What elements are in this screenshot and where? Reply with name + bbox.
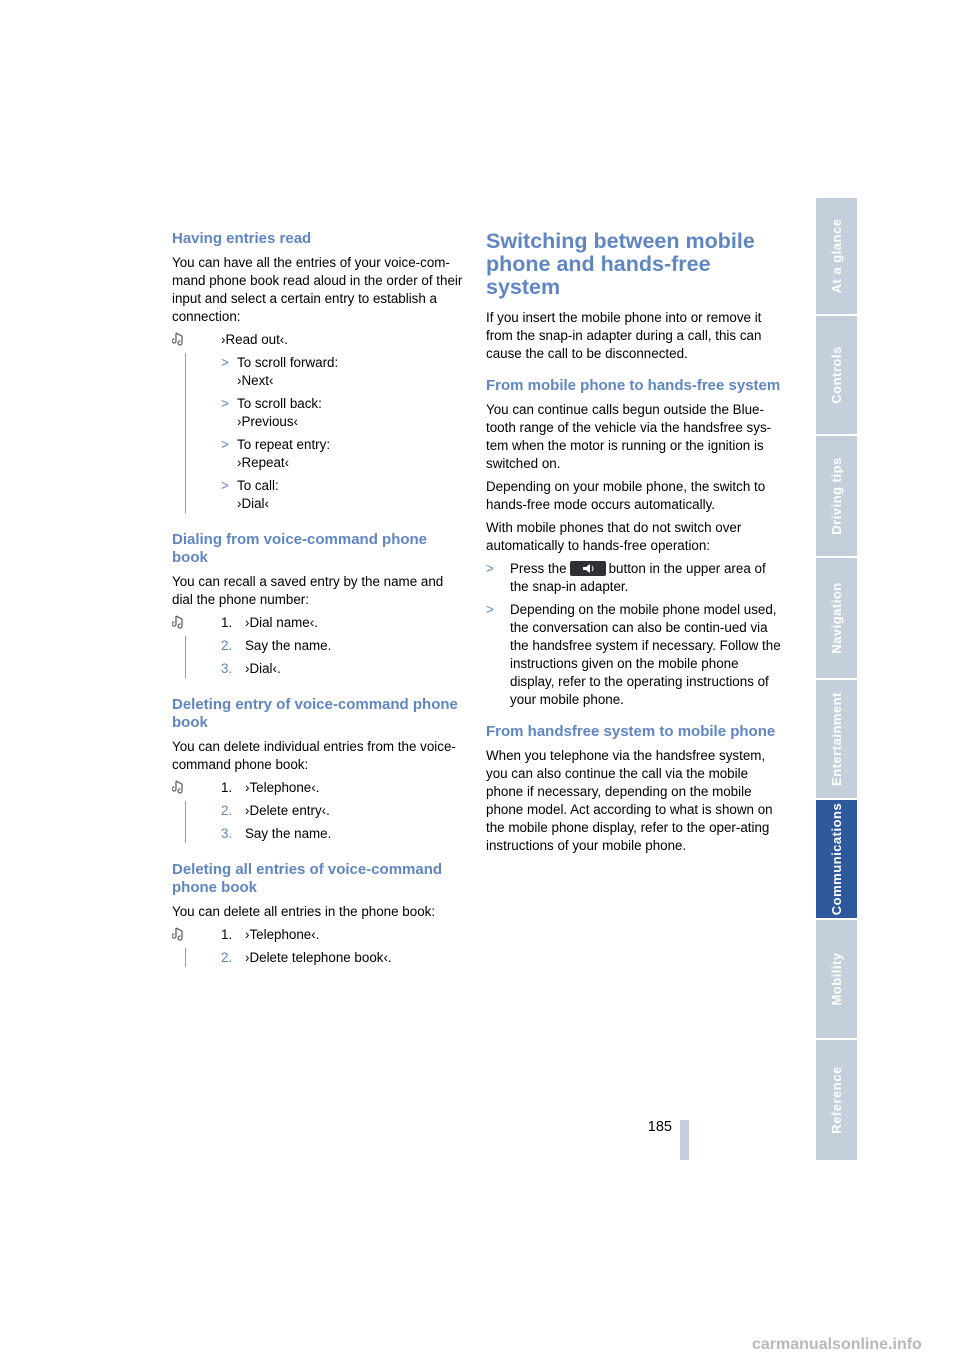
list-item bbox=[221, 477, 464, 513]
right-column bbox=[486, 230, 782, 860]
section-title-deleting-entry: Deleting entry of voice-command phone book bbox=[172, 696, 458, 731]
paragraph: With mobile phones that do not switch over automatically to hands-free operation: bbox=[486, 520, 742, 553]
tab-label: Mobility bbox=[828, 952, 844, 1006]
section-title-deleting-all: Deleting all entries of voice-command phone book bbox=[172, 861, 443, 896]
step-item bbox=[221, 637, 464, 655]
list-item-text: button in the upper area of the snap-in adapter. bbox=[510, 561, 766, 594]
chapter-sidebar bbox=[816, 198, 857, 1160]
list-item bbox=[486, 601, 782, 709]
tab-entertainment[interactable] bbox=[816, 680, 857, 800]
step-text: ›Dial‹. bbox=[245, 661, 281, 676]
paragraph: When you telephone via the handsfree system, you can also continue the call via the mobile phone if necessary, depending on the mobile phone model. Act according to what is shown on the mobile phone display, refer to the oper-ating instructions of your mobile phone. bbox=[486, 748, 773, 853]
list-item-label: To scroll forward: bbox=[237, 355, 339, 370]
list-item bbox=[221, 436, 464, 472]
voice-command: ›Next‹ bbox=[237, 373, 274, 388]
tab-controls[interactable] bbox=[816, 316, 857, 436]
bullet-marker: > bbox=[486, 602, 494, 617]
list-item-text: Press the bbox=[510, 561, 567, 576]
section-title-dialing: Dialing from voice-command phone book bbox=[172, 531, 428, 566]
step-item bbox=[221, 802, 464, 820]
bullet-marker: > bbox=[221, 355, 229, 370]
page-number: 185 bbox=[647, 1119, 672, 1135]
list-item-label: To scroll back: bbox=[237, 396, 322, 411]
step-text: Say the name. bbox=[245, 826, 332, 841]
paragraph: You can delete all entries in the phone book: bbox=[172, 904, 436, 919]
voice-rule bbox=[185, 353, 186, 513]
voice-command: ›Read out‹. bbox=[221, 332, 288, 347]
step-number: 1. bbox=[221, 780, 233, 795]
step-text: ›Telephone‹. bbox=[245, 780, 320, 795]
paragraph: You can continue calls begun outside the Blue-tooth range of the vehicle via the handsfree sys-tem when the motor is running or the ignition is switched on. bbox=[486, 402, 772, 471]
list-item-label: To repeat entry: bbox=[237, 437, 331, 452]
tab-label: Driving tips bbox=[828, 457, 844, 535]
voice-command-icon bbox=[172, 927, 186, 943]
voice-command-icon bbox=[172, 332, 186, 348]
step-text: ›Delete entry‹. bbox=[245, 803, 330, 818]
voice-command: ›Repeat‹ bbox=[237, 455, 290, 470]
page-title: Switching between mobile phone and hands-free system bbox=[486, 229, 755, 299]
step-item bbox=[221, 825, 464, 843]
bullet-marker: > bbox=[221, 437, 229, 452]
list-item bbox=[221, 354, 464, 390]
tab-navigation[interactable] bbox=[816, 558, 857, 680]
bullet-marker: > bbox=[221, 396, 229, 411]
step-number: 3. bbox=[221, 661, 233, 676]
step-number: 1. bbox=[221, 927, 233, 942]
paragraph: Depending on your mobile phone, the switch to hands-free mode occurs automatically. bbox=[486, 479, 766, 512]
tab-label: Reference bbox=[828, 1066, 844, 1134]
voice-command: ›Dial‹ bbox=[237, 496, 269, 511]
step-number: 1. bbox=[221, 615, 233, 630]
step-text: ›Delete telephone book‹. bbox=[245, 950, 392, 965]
left-column bbox=[172, 230, 464, 985]
voice-command-icon bbox=[172, 780, 186, 796]
step-item bbox=[221, 779, 464, 797]
step-item bbox=[221, 926, 464, 944]
voice-rule bbox=[185, 636, 186, 678]
paragraph: If you insert the mobile phone into or remove it from the snap-in adapter during a call, this can cause the call to be disconnected. bbox=[486, 310, 762, 361]
step-number: 2. bbox=[221, 950, 233, 965]
voice-command-block bbox=[172, 779, 464, 843]
tab-label: Entertainment bbox=[828, 692, 844, 786]
watermark: carmanualsonline.info bbox=[752, 1336, 922, 1353]
voice-command-block bbox=[172, 614, 464, 678]
step-item bbox=[221, 614, 464, 632]
list-item-label: To call: bbox=[237, 478, 279, 493]
tab-label: Controls bbox=[828, 346, 844, 404]
voice-command-block bbox=[172, 331, 464, 513]
list-item-text: Depending on the mobile phone model used, the conversation can also be contin-ued via the handsfree system if necessary. Follow the instructions given on the mobile phone display, refer to the operating instructions of your mobile phone. bbox=[510, 602, 781, 707]
section-title-having-entries-read: Having entries read bbox=[172, 230, 312, 247]
tab-communications[interactable] bbox=[816, 800, 857, 920]
step-text: ›Telephone‹. bbox=[245, 927, 320, 942]
step-item bbox=[221, 660, 464, 678]
tab-label: Communications bbox=[828, 802, 844, 916]
step-text: Say the name. bbox=[245, 638, 332, 653]
section-title-mobile-to-handsfree: From mobile phone to hands-free system bbox=[486, 377, 781, 394]
voice-rule bbox=[185, 801, 186, 843]
voice-command: ›Previous‹ bbox=[237, 414, 299, 429]
tab-at-a-glance[interactable] bbox=[816, 198, 857, 316]
paragraph: You can have all the entries of your voice-com-mand phone book read aloud in the order of their input and select a certain entry to establish a connection: bbox=[172, 255, 463, 324]
step-item bbox=[221, 949, 464, 967]
phone-button-icon bbox=[570, 561, 606, 576]
speaker-icon bbox=[570, 561, 606, 576]
voice-command-icon bbox=[172, 615, 186, 631]
step-text: ›Dial name‹. bbox=[245, 615, 318, 630]
paragraph: You can recall a saved entry by the name and dial the phone number: bbox=[172, 574, 444, 607]
tab-label: Navigation bbox=[828, 582, 844, 654]
tab-mobility[interactable] bbox=[816, 920, 857, 1040]
tab-label: At a glance bbox=[828, 218, 844, 294]
paragraph: You can delete individual entries from the voice-command phone book: bbox=[172, 739, 456, 772]
step-number: 3. bbox=[221, 826, 233, 841]
bullet-marker: > bbox=[486, 561, 494, 576]
page-marker-bar bbox=[680, 1120, 689, 1160]
tab-reference[interactable] bbox=[816, 1040, 857, 1160]
voice-rule bbox=[185, 948, 186, 967]
tab-driving-tips[interactable] bbox=[816, 436, 857, 558]
step-number: 2. bbox=[221, 638, 233, 653]
voice-command-block bbox=[172, 926, 464, 967]
section-title-handsfree-to-mobile: From handsfree system to mobile phone bbox=[486, 723, 776, 740]
bullet-marker: > bbox=[221, 478, 229, 493]
list-item bbox=[486, 560, 782, 596]
step-number: 2. bbox=[221, 803, 233, 818]
list-item bbox=[221, 395, 464, 431]
